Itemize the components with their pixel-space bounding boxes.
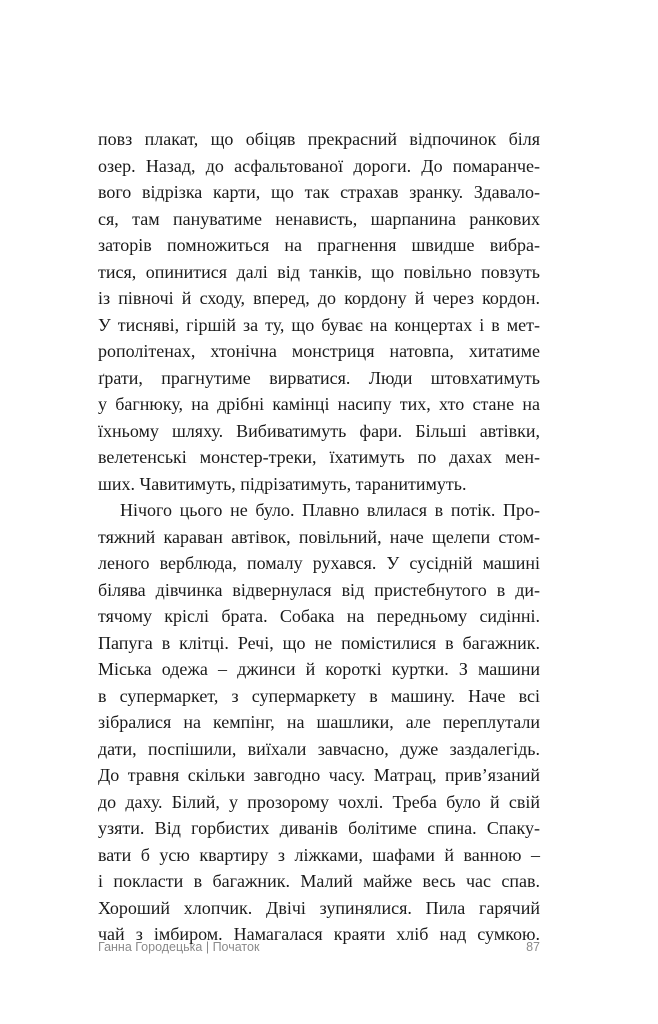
text-line: чай з імбиром. Намагалася краяти хліб над сумкою. [98, 924, 540, 944]
text-line: Міська одежа – джинси й короткі куртки. З машини [98, 659, 540, 679]
text-line: у багнюку, на дрібні камінці насипу тих, хто стане на [98, 394, 540, 414]
text-line: із півночі й сходу, вперед, до кордону й через кордон. [98, 288, 540, 308]
page-footer [98, 940, 540, 960]
text-line: ґрати, прагнутиме вирватися. Люди штовхатимуть [98, 367, 540, 388]
text-line: ся, там пануватиме ненависть, шарпанина ранкових [98, 208, 540, 229]
text-line: Папуга в клітці. Речі, що не помістилися в багажник. [98, 632, 540, 653]
text-line: дати, поспішили, виїхали завчасно, дуже заздалегідь. [98, 738, 540, 759]
text-line: Нічого цього не було. Плавно влилася в потік. Про- [120, 500, 540, 520]
text-line: До травня скільки завгодно часу. Матрац, прив’язаний [98, 765, 540, 785]
text-line: тися, опинитися далі від танків, що повільно повзуть [98, 261, 540, 282]
text-line: тячому кріслі брата. Собака на передньому сидінні. [98, 606, 540, 626]
running-title: Ганна Городецька | Початок [98, 940, 260, 954]
text-line: велетенські монстер-треки, їхатимуть по дахах мен- [98, 447, 540, 467]
text-line: Хороший хлопчик. Двічі зупинялися. Пила гарячий [98, 897, 540, 918]
text-line: і покласти в багажник. Малий майже весь час спав. [98, 871, 540, 891]
text-line: вого відрізка карти, що так страхав зранку. Здавало- [98, 182, 540, 202]
text-line: їхньому шляху. Вибиватимуть фари. Більші автівки, [98, 420, 540, 441]
body-text [98, 126, 540, 948]
page-number: 87 [526, 940, 540, 954]
text-line: вати б усю квартиру з ліжками, шафами й ванною – [98, 844, 540, 865]
text-line: рополітенах, хтонічна монстриця натовпа, хитатиме [98, 341, 540, 361]
text-line: леного верблюда, помалу рухався. У сусідній машині [98, 553, 540, 573]
text-line: зібралися на кемпінг, на шашлики, але переплутали [98, 712, 540, 732]
text-line: озер. Назад, до асфальтованої дороги. До помаранче- [98, 155, 540, 176]
text-line: в супермаркет, з супермаркету в машину. Наче всі [98, 685, 540, 706]
text-line: узяти. Від горбистих диванів болітиме спина. Спаку- [98, 818, 540, 838]
text-line: заторів помножиться на прагнення швидше вибра- [98, 235, 540, 255]
text-line: У тисняві, гіршій за ту, що буває на концертах і в мет- [98, 314, 540, 335]
text-line: повз плакат, що обіцяв прекрасний відпочинок біля [98, 129, 540, 149]
text-line: тяжний караван автівок, повільний, наче щелепи стом- [98, 526, 540, 547]
text-line: до даху. Білий, у прозорому чохлі. Треба було й свій [98, 791, 540, 812]
text-line: ших. Чавитимуть, підрізатимуть, таранитимуть. [98, 473, 467, 494]
text-line: білява дівчинка відвернулася від пристебнутого в ди- [98, 579, 540, 600]
